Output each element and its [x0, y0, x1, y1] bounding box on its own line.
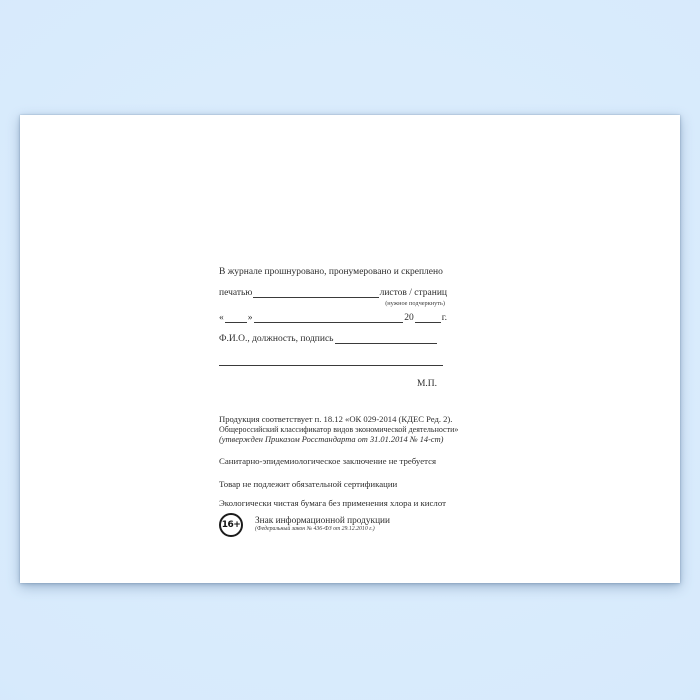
sheets-count-blank	[253, 296, 378, 298]
signatory-blank-line2	[219, 365, 443, 366]
stamp-place-label: М.П.	[416, 379, 437, 389]
certification-statement: Товар не подлежит обязательной сертификации	[219, 479, 398, 489]
underline-note: (нужное подчеркнуть)	[385, 300, 445, 307]
signatory-label: Ф.И.О., должность, подпись	[219, 334, 334, 344]
signatory-blank	[335, 342, 438, 344]
seal-label: печатью	[219, 288, 253, 298]
eco-paper-statement: Экологически чистая бумага без применения хлора и кислот	[219, 498, 446, 508]
classifier-line2: Общероссийский классификатор видов экономической деятельности»	[219, 424, 459, 434]
age-mark-law-note: (Федеральный закон № 436-ФЗ от 29.12.2010 г.)	[255, 526, 375, 532]
month-blank	[254, 321, 404, 323]
sheets-label: листов / страниц	[379, 288, 447, 298]
day-blank	[225, 321, 247, 323]
year-suffix: г.	[441, 313, 447, 323]
date-row	[219, 313, 447, 324]
quote-close: »	[247, 313, 253, 323]
signatory-row	[219, 334, 447, 345]
age-mark-row	[219, 513, 447, 537]
seal-row	[219, 288, 447, 299]
year-prefix: 20	[404, 313, 414, 323]
age-mark-title: Знак информационной продукции	[255, 516, 390, 526]
age-16plus-icon: 16+	[219, 513, 243, 537]
product-classifier-paragraph	[219, 414, 459, 446]
stitch-statement: В журнале прошнуровано, пронумеровано и скреплено	[219, 267, 443, 277]
journal-back-page	[20, 115, 680, 583]
quote-open: «	[219, 313, 224, 323]
certification-block	[219, 263, 459, 553]
classifier-line1: Продукция соответствует п. 18.12 «ОК 029-2014 (КДЕС Ред. 2).	[219, 414, 453, 424]
age-mark-text	[255, 513, 390, 533]
year-blank	[415, 321, 441, 323]
classifier-line3: (утвержден Приказом Росстандарта от 31.01.2014 № 14-ст)	[219, 435, 444, 445]
sanitary-statement: Санитарно-эпидемиологическое заключение не требуется	[219, 456, 437, 466]
